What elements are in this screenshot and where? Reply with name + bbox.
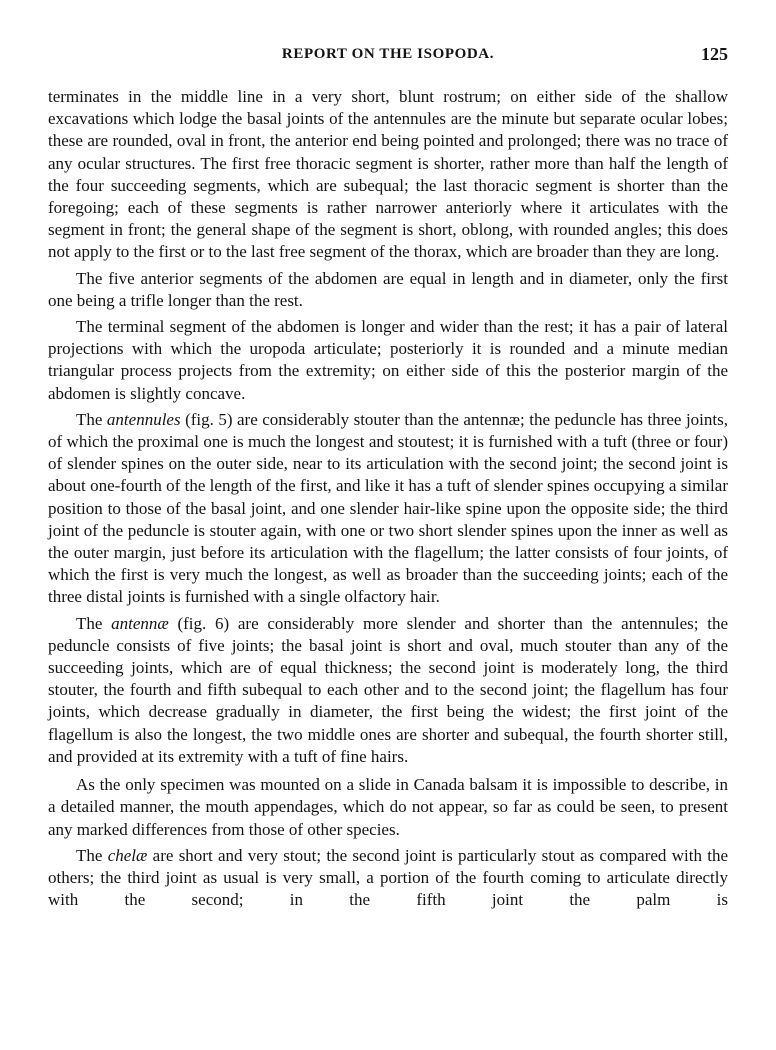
paragraph-antennules xyxy=(48,409,728,609)
paragraph-lead: The xyxy=(76,613,112,633)
running-title: REPORT ON THE ISOPODA. xyxy=(281,46,495,62)
term-chelae: chelæ xyxy=(107,845,148,865)
paragraph-lead: The xyxy=(76,845,108,865)
paragraph-text: are short and very stout; the second joint is particularly stout as compared with the others; the third joint as usual is very small, a portion of the fourth coming to articulate directly with the second; in the fifth joint the palm is xyxy=(48,845,728,910)
paragraph-text: As the only specimen was mounted on a slide in Canada balsam it is impossible to describe, in a detailed manner, the mouth appendages, which do not appear, so far as could be seen, to present any marked differences from those of other species. xyxy=(48,775,728,839)
paragraph-abdomen-segments xyxy=(48,268,728,312)
page-number: 125 xyxy=(701,44,728,64)
paragraph-mouth-appendages xyxy=(48,774,728,841)
paragraph-text: (fig. 5) are considerably stouter than the antennæ; the peduncle has three joints, of which the proximal one is much the longest and stoutest; it is furnished with a tuft (three or four) of slender spines on the outer side, near to its articulation with the second joint; the second joint is about one-fourth of the length of the first, and like it has a tuft of slender spines occupying a similar position to those of the basal joint, and one slender hair-like spine upon the opposite side; the third joint of the peduncle is stouter again, with one or two short slender spines upon the inner as well as the outer margin, just before its articulation with the flagellum; the latter consists of four joints, of which the first is very much the longest, as well as broader than the succeeding joints; each of the three distal joints is furnished with a single olfactory hair. xyxy=(48,409,728,607)
paragraph-text: (fig. 6) are considerably more slender and shorter than the antennules; the peduncle consists of five joints; the basal joint is short and oval, much stouter than any of the succeeding joints, which are of equal thickness; the second joint is moderately long, the third stouter, the fourth and fifth subequal to each other and to the second joint; the flagellum has four joints, which decrease gradually in diameter, the first being the widest; the first joint of the flagellum is also the longest, the two middle ones are shorter and subequal, the fourth shorter still, and provided at its extremity with a tuft of fine hairs. xyxy=(48,613,728,766)
body-text xyxy=(48,86,728,915)
paragraph-text: terminates in the middle line in a very short, blunt rostrum; on either side of the shallow excavations which lodge the basal joints of the antennules are the minute but separate ocular lobes; these are rounded, oval in front, the anterior end being pointed and prolonged; there was no trace of any ocular structures. The first free thoracic segment is shorter, rather more than half the length of the four succeeding segments, which are subequal; the last thoracic segment is shorter than the foregoing; each of these segments is rather narrower anteriorly where it articulates with the segment in front; the general shape of the segment is short, oblong, with rounded angles; this does not apply to the first or to the last free segment of the thorax, which are broader than they are long. xyxy=(48,87,728,262)
paragraph-chelae xyxy=(48,845,728,912)
term-antennae: antennæ xyxy=(111,613,169,633)
paragraph-thorax-description xyxy=(48,86,728,264)
paragraph-terminal-segment xyxy=(48,316,728,405)
term-antennules: antennules xyxy=(106,409,181,429)
paragraph-text: The terminal segment of the abdomen is longer and wider than the rest; it has a pair of lateral projections with which the uropoda articulate; posteriorly it is rounded and a minute median triangular process projects from the extremity; on either side of this the posterior margin of the abdomen is slightly concave. xyxy=(48,317,728,403)
paragraph-text: The five anterior segments of the abdomen are equal in length and in diameter, only the first one being a trifle longer than the rest. xyxy=(48,268,728,310)
paragraph-antennae xyxy=(48,613,728,768)
running-head xyxy=(48,46,728,70)
paragraph-lead: The xyxy=(76,409,107,429)
